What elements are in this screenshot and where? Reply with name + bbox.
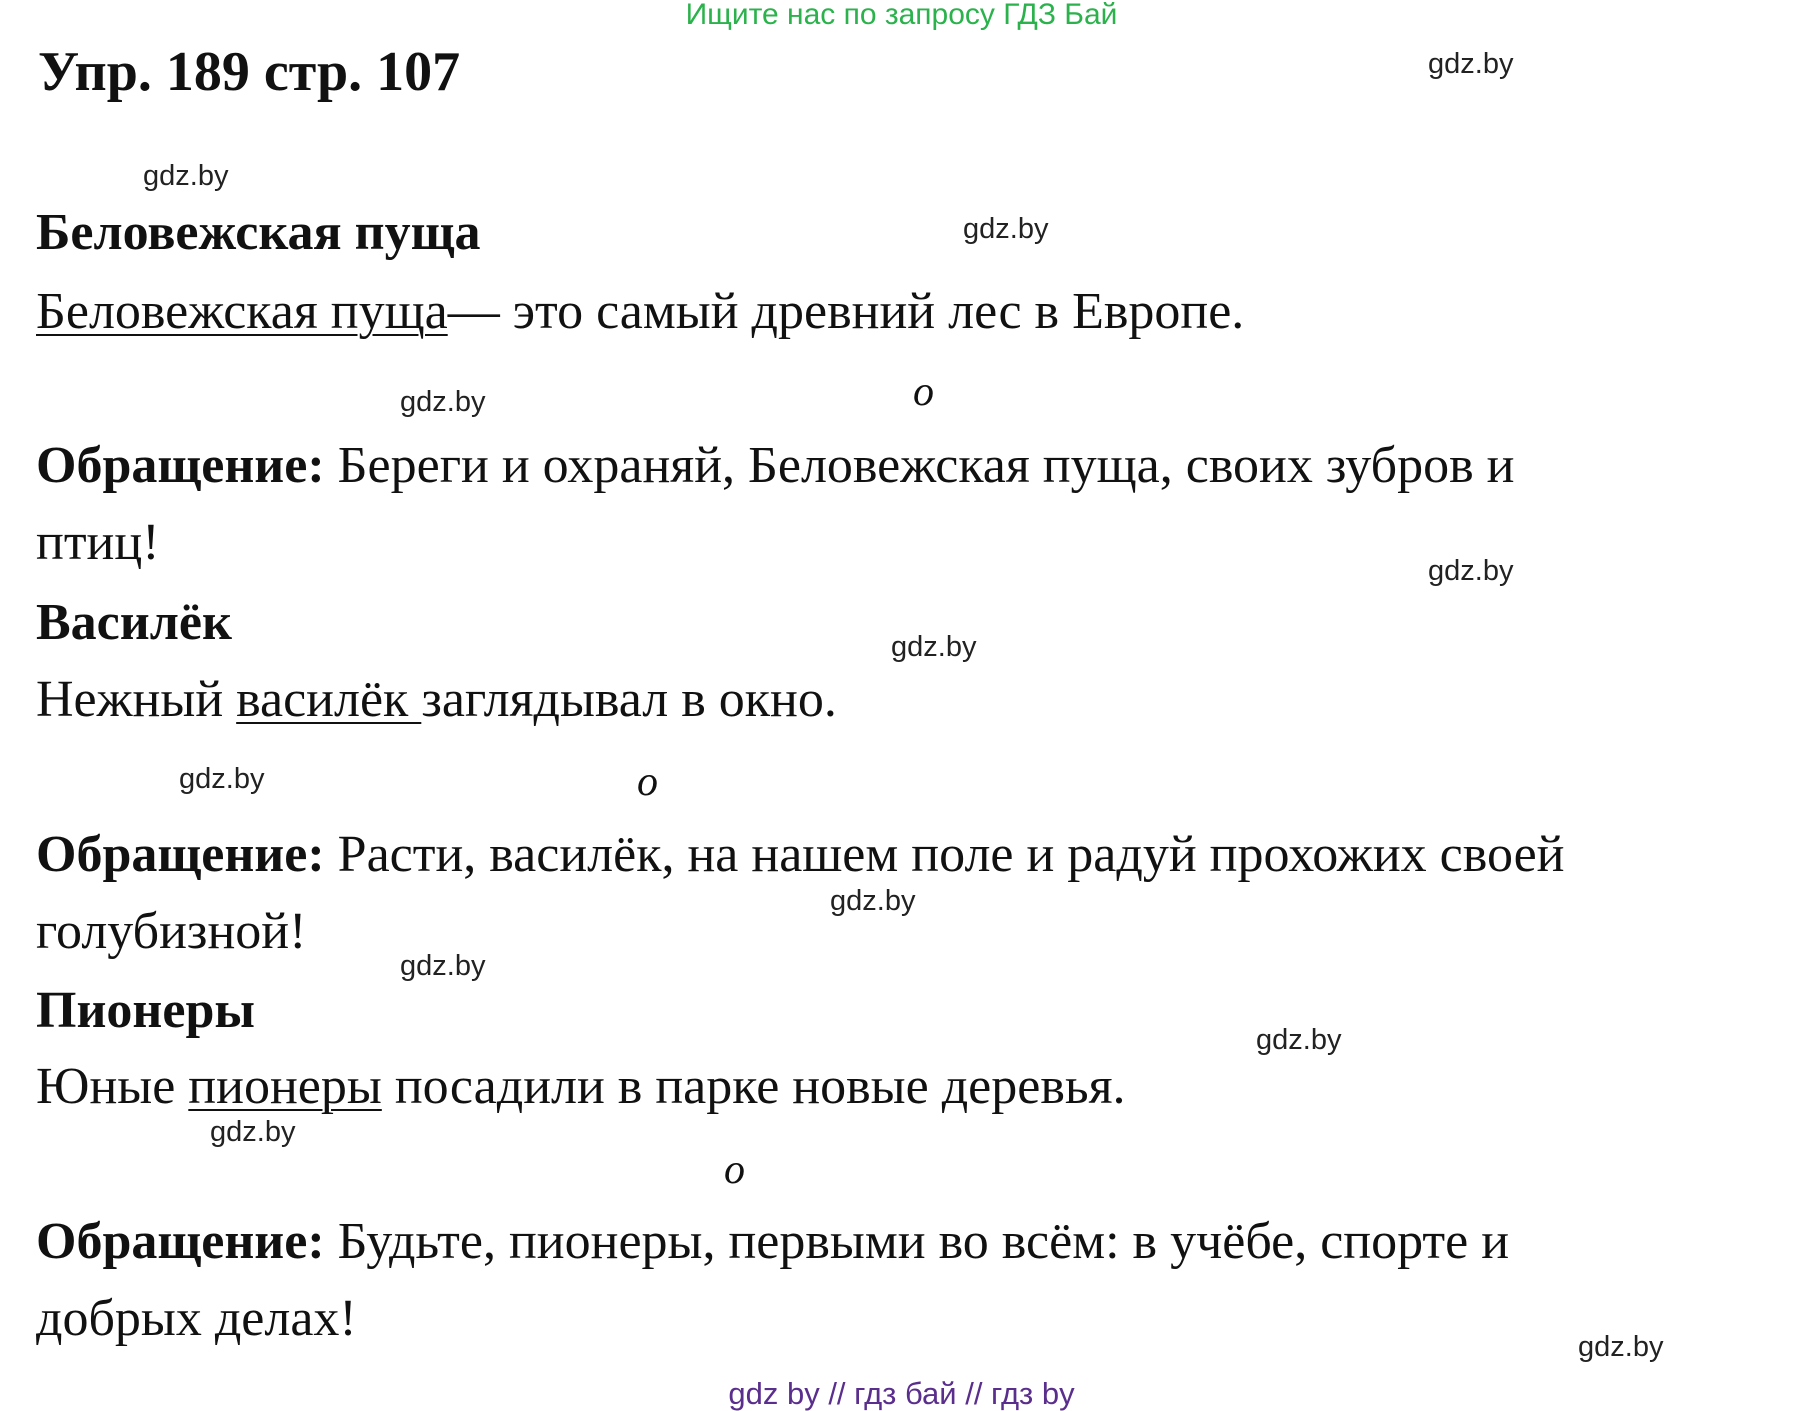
address-line-3b: добрых делах!	[36, 1290, 357, 1347]
watermark: gdz.by	[1256, 1024, 1342, 1056]
watermark: gdz.by	[400, 950, 486, 982]
watermark: gdz.by	[210, 1116, 296, 1148]
example-sentence-2	[36, 671, 837, 728]
address-label: Обращение:	[36, 437, 325, 494]
watermark: gdz.by	[963, 213, 1049, 245]
address-text: Расти, василёк, на нашем поле и радуй прохожих своей	[324, 826, 1565, 883]
underlined-word: Беловежская пуща	[36, 283, 448, 340]
underlined-word: василёк	[236, 671, 422, 728]
footer-links: gdz by // гдз бай // гдз by	[728, 1376, 1075, 1411]
address-line-2a	[36, 826, 1565, 883]
section-heading-vasilek: Василёк	[36, 594, 232, 651]
vocative-mark: о	[724, 1147, 745, 1193]
address-line-2b: голубизной!	[36, 903, 307, 960]
watermark: gdz.by	[179, 763, 265, 795]
sentence-rest: — это самый древний лес в Европе.	[447, 283, 1245, 340]
sentence-prefix: Юные	[36, 1058, 189, 1115]
address-text: Будьте, пионеры, первыми во всём: в учёбе, спорте и	[324, 1213, 1510, 1270]
watermark: gdz.by	[1428, 48, 1514, 80]
address-line-1a	[36, 437, 1515, 494]
section-heading-pionery: Пионеры	[36, 982, 255, 1039]
vocative-mark: о	[913, 369, 934, 415]
watermark: gdz.by	[400, 386, 486, 418]
example-sentence-1	[36, 283, 1245, 340]
watermark: gdz.by	[891, 631, 977, 663]
address-line-3a	[36, 1213, 1510, 1270]
vocative-mark: о	[637, 759, 658, 805]
address-line-1b: птиц!	[36, 514, 160, 571]
address-label: Обращение:	[36, 826, 325, 883]
watermark: gdz.by	[830, 885, 916, 917]
underlined-word: пионеры	[188, 1058, 382, 1115]
sentence-rest: заглядывал в окно.	[421, 671, 837, 728]
address-text: Береги и охраняй, Беловежская пуща, своих зубров и	[324, 437, 1515, 494]
address-label: Обращение:	[36, 1213, 325, 1270]
example-sentence-3	[36, 1058, 1126, 1115]
top-banner: Ищите нас по запросу ГДЗ Бай	[685, 0, 1118, 31]
section-heading-belovezhskaya: Беловежская пуща	[36, 204, 481, 261]
sentence-prefix: Нежный	[36, 671, 237, 728]
sentence-rest: посадили в парке новые деревья.	[381, 1058, 1126, 1115]
watermark: gdz.by	[1428, 555, 1514, 587]
exercise-title: Упр. 189 стр. 107	[38, 41, 461, 103]
watermark: gdz.by	[1578, 1331, 1664, 1363]
watermark: gdz.by	[143, 160, 229, 192]
